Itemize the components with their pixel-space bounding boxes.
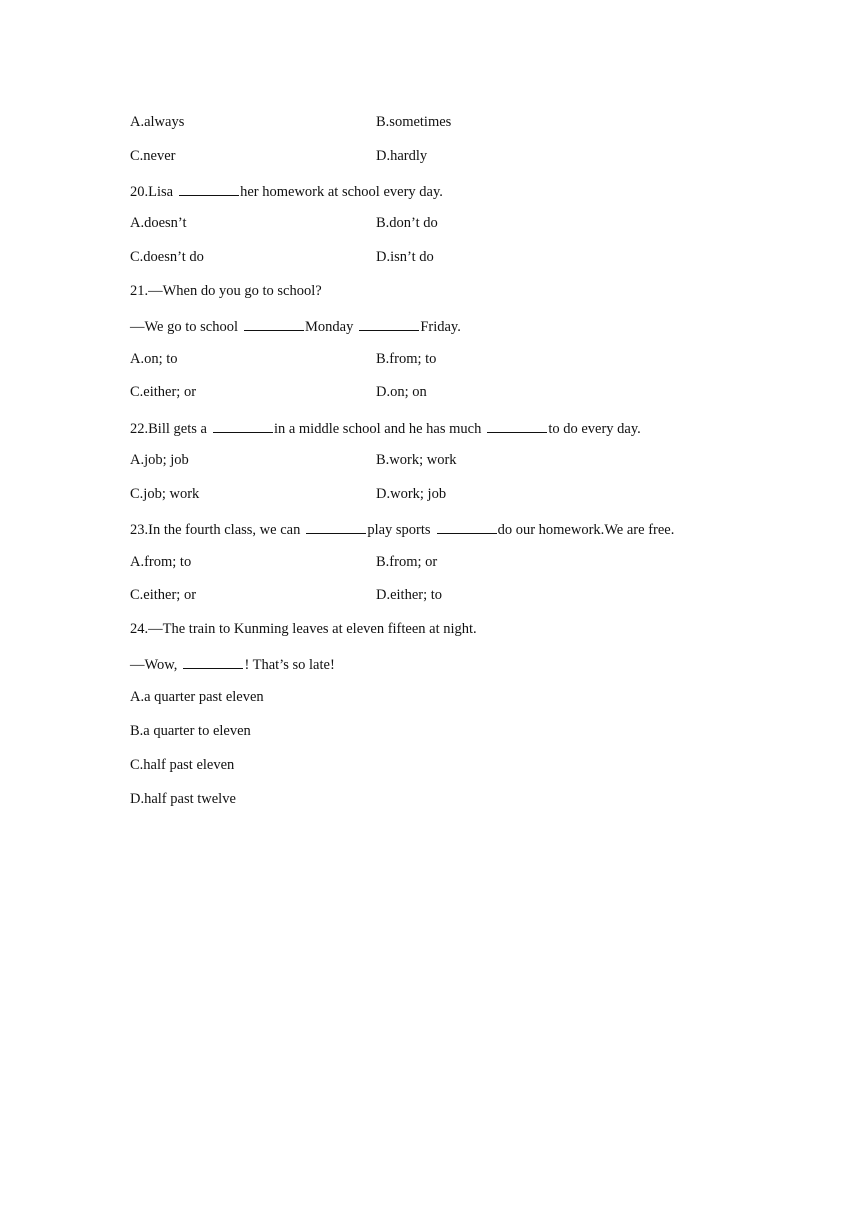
q20-stem-suffix: her homework at school every day. (240, 184, 443, 200)
q23-stem-suffix: do our homework.We are free. (497, 522, 675, 538)
q22-option-b: B.work; work (376, 452, 457, 468)
q21-answer (130, 316, 461, 336)
q24-option-b: B.a quarter to eleven (130, 723, 251, 739)
q24-answer-prefix: —Wow, (130, 657, 178, 673)
q24-option-d: D.half past twelve (130, 791, 236, 807)
q19-option-a: A.always (130, 114, 185, 130)
q22-option-a: A.job; job (130, 452, 189, 468)
q22-stem-prefix: 22.Bill gets a (130, 421, 207, 437)
q19-option-d: D.hardly (376, 148, 428, 164)
q20-option-a: A.doesn’t (130, 215, 187, 231)
q21-option-b: B.from; to (376, 351, 437, 367)
q21-blank-2 (359, 316, 419, 331)
q20-stem-prefix: 20.Lisa (130, 184, 174, 200)
q24-blank (183, 654, 243, 669)
q20-option-c: C.doesn’t do (130, 249, 204, 265)
q20-blank (179, 181, 239, 196)
q23-stem-mid: play sports (367, 522, 431, 538)
q20-option-b: B.don’t do (376, 215, 438, 231)
q23-option-a: A.from; to (130, 554, 192, 570)
q20-stem (130, 181, 443, 201)
q23-blank-1 (306, 519, 366, 534)
q21-option-a: A.on; to (130, 351, 178, 367)
q22-blank-2 (487, 418, 547, 433)
q21-blank-1 (244, 316, 304, 331)
q24-answer-suffix: ! That’s so late! (244, 657, 335, 673)
q21-question: 21.—When do you go to school? (130, 283, 322, 299)
q22-blank-1 (213, 418, 273, 433)
q21-option-c: C.either; or (130, 384, 197, 400)
q23-stem (130, 519, 674, 539)
q19-option-c: C.never (130, 148, 176, 164)
q23-option-b: B.from; or (376, 554, 438, 570)
q22-option-c: C.job; work (130, 486, 200, 502)
q22-stem (130, 418, 641, 438)
q24-question: 24.—The train to Kunming leaves at eleven fifteen at night. (130, 621, 477, 637)
q23-option-c: C.either; or (130, 587, 197, 603)
q21-answer-mid: Monday (304, 319, 354, 335)
q19-option-b: B.sometimes (376, 114, 452, 130)
q20-option-d: D.isn’t do (376, 249, 434, 265)
q23-option-d: D.either; to (376, 587, 443, 603)
q22-stem-suffix: to do every day. (548, 421, 641, 437)
q23-blank-2 (437, 519, 497, 534)
q22-option-d: D.work; job (376, 486, 447, 502)
q24-answer (130, 654, 335, 674)
q21-option-d: D.on; on (376, 384, 427, 400)
q24-option-a: A.a quarter past eleven (130, 689, 264, 705)
q21-answer-suffix: Friday. (420, 319, 461, 335)
q22-stem-mid: in a middle school and he has much (273, 421, 482, 437)
q23-stem-prefix: 23.In the fourth class, we can (130, 522, 301, 538)
q21-answer-prefix: —We go to school (130, 319, 238, 335)
q24-option-c: C.half past eleven (130, 757, 235, 773)
